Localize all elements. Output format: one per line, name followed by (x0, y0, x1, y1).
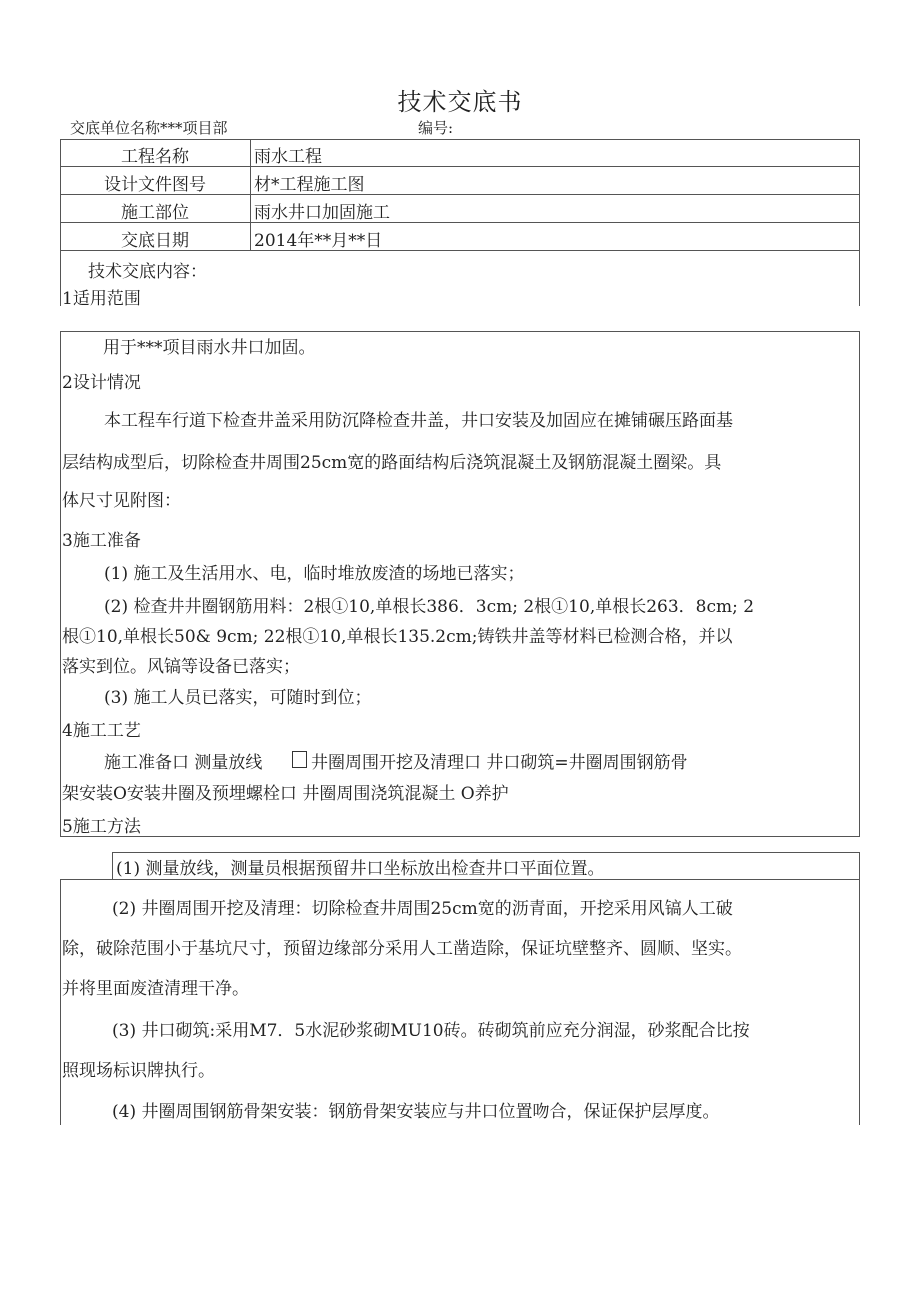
process-flow-part1: 施工准备口 测量放线 (104, 753, 263, 773)
unit-label: 交底单位名称***项目部 (70, 119, 228, 137)
paragraph-line: (3) 施工人员已落实，可随时到位； (104, 688, 372, 708)
method-step-header: (1) 测量放线，测量员根据预留井口坐标放出检查井口平面位置。 (116, 859, 605, 879)
paragraph-line: (1) 施工及生活用水、电，临时堆放废渣的场地已落实； (104, 564, 525, 584)
paragraph-line: (2) 井圈周围开挖及清理：切除检查井周围25cm宽的沥青面，开挖采用风镐人工破 (112, 899, 733, 919)
document-title: 技术交底书 (397, 88, 523, 116)
paragraph-line: (4) 井圈周围钢筋骨架安装：钢筋骨架安装应与井口位置吻合，保证保护层厚度。 (112, 1102, 720, 1122)
row-label-project-name: 工程名称 (121, 147, 189, 167)
section-heading: 3施工准备 (62, 531, 141, 551)
section-heading: 5施工方法 (62, 817, 141, 837)
row-label-construction-part: 施工部位 (121, 203, 189, 223)
row-label-drawing-number: 设计文件图号 (104, 175, 206, 195)
row-value-date: 2014年**月**日 (254, 231, 383, 251)
row-value-construction-part: 雨水井口加固施工 (254, 203, 390, 223)
row-label-date: 交底日期 (121, 231, 189, 251)
paragraph-line: 除，破除范围小于基坑尺寸，预留边缘部分采用人工凿造除，保证坑壁整齐、圆顺、坚实。 (62, 939, 742, 959)
paragraph-line: 体尺寸见附图： (62, 491, 181, 511)
paragraph-line: 层结构成型后，切除检查井周围25cm宽的路面结构后浇筑混凝土及钢筋混凝土圈梁。具 (62, 453, 722, 473)
paragraph-line: 根①10,单根长50& 9cm; 22根①10,单根长135.2cm;铸铁井盖等材料已检测合格，并以 (62, 627, 733, 647)
paragraph-line: (3) 井口砌筑:采用M7．5水泥砂浆砌MU10砖。砖砌筑前应充分润湿，砂浆配合比按 (112, 1021, 750, 1041)
paragraph-line: (2) 检查井井圈钢筋用料：2根①10,单根长386．3cm; 2根①10,单根长263．8cm; 2 (104, 597, 755, 617)
row-value-drawing-number: 材*工程施工图 (254, 175, 365, 195)
section-heading: 4施工工艺 (62, 721, 141, 741)
arrow-box-icon (292, 751, 307, 768)
paragraph-line: 落实到位。风镐等设备已落实； (62, 657, 300, 677)
content-label: 技术交底内容： (88, 262, 207, 282)
paragraph-line: 并将里面废渣清理干净。 (62, 979, 249, 999)
process-flow-line2: 架安装O安装井圈及预埋螺栓口 井圈周围浇筑混凝土 O养护 (62, 784, 509, 804)
row-value-project-name: 雨水工程 (254, 147, 322, 167)
section-heading: 1适用范围 (62, 289, 141, 309)
section-heading: 2设计情况 (62, 373, 141, 393)
paragraph-line: 照现场标识牌执行。 (62, 1061, 215, 1081)
number-label: 编号: (418, 119, 454, 137)
paragraph-line: 用于***项目雨水井口加固。 (103, 338, 316, 358)
paragraph-line: 本工程车行道下检查井盖采用防沉降检查井盖，井口安装及加固应在摊铺碾压路面基 (104, 411, 733, 431)
process-flow-part2: 井圈周围开挖及清理口 井口砌筑=井圈周围钢筋骨 (311, 753, 688, 773)
